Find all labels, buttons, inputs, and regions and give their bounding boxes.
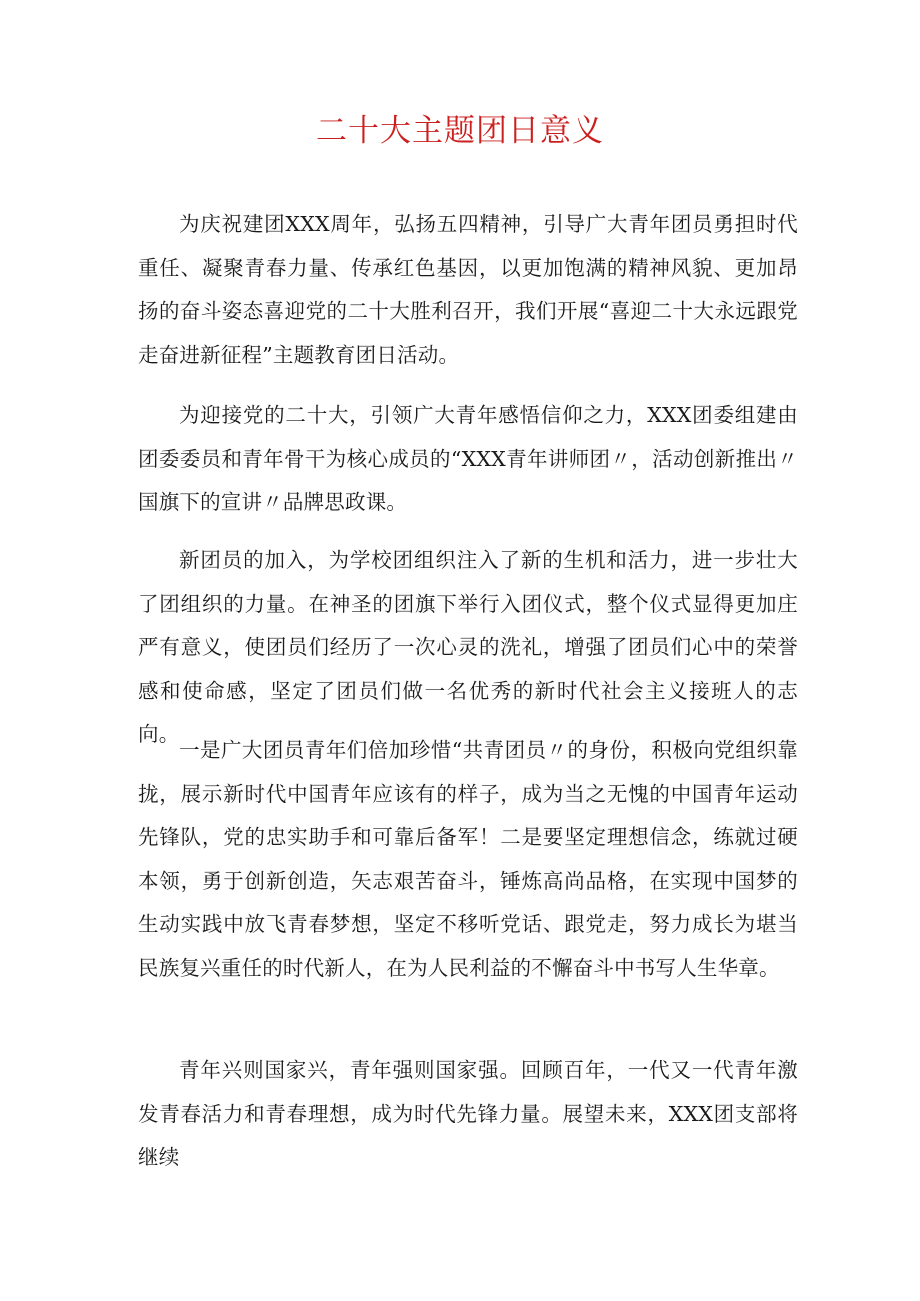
paragraph-4: 一是广大团员青年们倍加珍惜“共青团员〃的身份，积极向党组织靠拢，展示新时代中国青年应该有的样子，成为当之无愧的中国青年运动先锋队，党的忠实助手和可靠后备军！二是要坚定理想信念，练就过硬本领，勇于创新创造，矢志艰苦奋斗，锤炼高尚品格，在实现中国梦的生动实践中放飞青春梦想，坚定不移听党话、跟党走，努力成长为堪当民族复兴重任的时代新人，在为人民利益的不懈奋斗中书写人生华章。 <box>138 738 798 980</box>
paragraph-5: 青年兴则国家兴，青年强则国家强。回顾百年，一代又一代青年激发青春活力和青春理想，成为时代先锋力量。展望未来，XXX团支部将继续 <box>138 1058 798 1169</box>
paragraph-1: 为庆祝建团XXX周年，弘扬五四精神，引导广大青年团员勇担时代重任、凝聚青春力量、传承红色基因，以更加饱满的精神风貌、更加昂扬的奋斗姿态喜迎党的二十大胜利召开，我们开展“喜迎二十大永远跟党走奋进新征程”主题教育团日活动。 <box>138 212 798 367</box>
document-title: 二十大主题团日意义 <box>316 113 604 149</box>
paragraph-2: 为迎接党的二十大，引领广大青年感悟信仰之力，XXX团委组建由团委委员和青年骨干为核心成员的“XXX青年讲师团〃，活动创新推出〃国旗下的宣讲〃品牌思政课。 <box>138 403 798 514</box>
paragraph-3: 新团员的加入，为学校团组织注入了新的生机和活力，进一步壮大了团组织的力量。在神圣的团旗下举行入团仪式，整个仪式显得更加庄严有意义，使团员们经历了一次心灵的洗礼，增强了团员们心中的荣誉感和使命感，坚定了团员们做一名优秀的新时代社会主义接班人的志向。 <box>138 548 798 746</box>
